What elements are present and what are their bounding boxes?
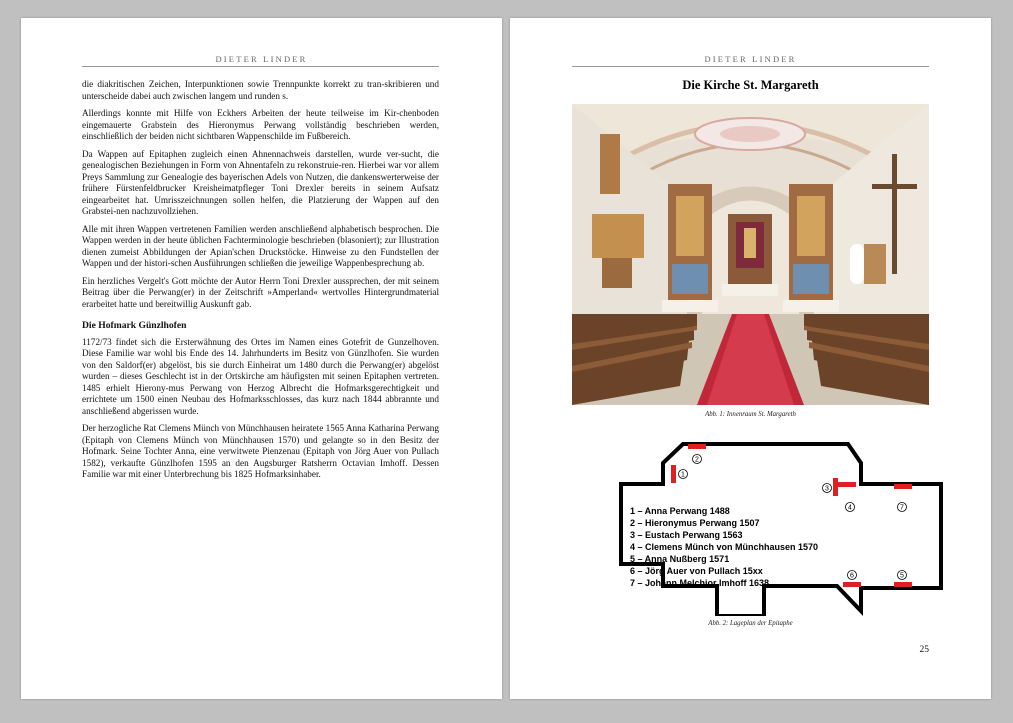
header-rule-right (572, 66, 929, 67)
right-page (510, 18, 991, 699)
paragraph: Allerdings konnte mit Hilfe von Eckhers Arbeiten der heute teilweise im Kir-chenboden eingemauerte Grabstein des Hieronymus Perwang vollständig beschrieben werden, einschließlich der beiden nicht sichtbaren Wappenschilde im Fußbereich. (82, 108, 439, 141)
paragraph: 1172/73 findet sich die Ersterwähnung des Ortes im Namen eines Gotefrit de Gunzelhoven. Diese Familie war wohl bis Ende des 14. Jahrhunderts im Besitz von Günzlhofen. Sie wurden von den Saldorf(er) abgelöst, bis sie durch Einheirat um 1480 durch die Perwang(er) abgelöst wurden – dieses Geschlecht ist in der Ortskirche am häufigsten mit seinen Epitaphen vertreten. 1485 erhielt Hierony-mus Perwang von Herzog Albrecht die Hofmarksgerechtigkeit und errichtete um 1500 einen Neubau des Hofmarksschlosses, das kurz nach 1844 abbrannte und anschließend abgerissen wurde. (82, 336, 439, 416)
svg-text:1: 1 (681, 471, 685, 479)
marker-label-2 (693, 455, 702, 464)
legend-item: 1 – Anna Perwang 1488 (630, 506, 730, 516)
paragraph: Alle mit ihren Wappen vertretenen Familien werden anschließend alphabetisch besprochen. Die Wappen werden in der heute üblichen Fachterminologie beschrieben (blasoniert); zur Illustration dienen zumeist Abbildungen der Apian'schen Druckstöcke. Hinweise zu den Fundstellen der Wappen und der histori-schen Ausführungen schließen die jeweilige Wappenbesprechung ab. (82, 223, 439, 268)
page-title: Die Kirche St. Margareth (682, 78, 819, 92)
svg-text:3: 3 (825, 485, 829, 493)
figure-2-caption: Abb. 2: Lageplan der Epitaphe (708, 620, 793, 627)
legend-item: 4 – Clemens Münch von Münchhausen 1570 (630, 542, 819, 552)
paragraph: die diakritischen Zeichen, Interpunktionen sowie Trennpunkte korrekt zu tran-skribieren und unterscheide dabei auch zwischen langem und runden s. (82, 79, 439, 101)
svg-text:7: 7 (900, 504, 904, 512)
svg-text:2: 2 (695, 456, 699, 464)
epitaph-marker-5 (894, 582, 912, 587)
paragraph: Der herzogliche Rat Clemens Münch von Münchhausen heiratete 1565 Anna Katharina Perwang (Epitaph von Clemens Münch von Münchhausen 1570) und gelangte so in den Besitz der Hofmark. Seine Tochter Anna, eine verwitwete Pienzenau (Epitaph von Jörg Auer von Pullach 1582), verkaufte Günzlhofen 1595 an den Augsburger Ratsherrn Octavian Imhoff. Dessen Familie war mit einer Unterbrechung bis 1825 Hofmarksinhaber. (82, 423, 439, 479)
marker-label-1 (679, 470, 688, 479)
paragraph: Da Wappen auf Epitaphen zugleich einen Ahnennachweis darstellen, wurde ver-sucht, die genealogischen Beziehungen in Form von Ahnentafeln zu rekonstruie-ren. Hierbei war vor allem Preys Sammlung zur Genealogie des bayerischen Adels von Nutzen, die dankenswerterweise der frühere Fürstenfeldbrucker Kreisheimatpfleger Toni Drexler bereits in seinem Aufsatz eingearbeitet hat. Umrisszeichnungen sollen helfen, die Platzierung der Wappen auf den Grabstei-nen nachzuvollziehen. (82, 148, 439, 216)
epitaph-floor-plan (596, 441, 946, 616)
left-page (21, 18, 502, 699)
church-interior-photo (572, 104, 929, 405)
marker-label-7 (898, 503, 907, 512)
legend-item: 7 – Johann Melchior Imhoff 1638 (630, 578, 770, 588)
epitaph-marker-6 (843, 582, 861, 587)
marker-label-6 (848, 571, 857, 580)
running-head-right: DIETER LINDER (704, 54, 797, 64)
marker-label-5 (898, 571, 907, 580)
legend-item: 6 – Jörg Auer von Pullach 15xx (630, 566, 763, 576)
svg-text:5: 5 (900, 572, 904, 580)
epitaph-marker-4 (836, 482, 856, 487)
marker-label-3 (823, 484, 832, 493)
running-head-left: DIETER LINDER (215, 54, 308, 64)
legend-item: 3 – Eustach Perwang 1563 (630, 530, 743, 540)
left-body-text (82, 79, 439, 487)
epitaph-marker-1 (671, 465, 676, 483)
svg-text:6: 6 (850, 572, 854, 580)
header-rule-left (82, 66, 439, 67)
paragraph: Ein herzliches Vergelt's Gott möchte der Autor Herrn Toni Drexler aussprechen, der mit seinem Beitrag über die Perwang(er) in der Zeitschrift »Amperland« wertvolles Hintergrundmaterial erarbeitet hatte und bereitwillig Auskunft gab. (82, 275, 439, 309)
legend-item: 2 – Hieronymus Perwang 1507 (630, 518, 760, 528)
epitaph-marker-7 (894, 484, 912, 489)
epitaph-marker-2 (688, 444, 706, 449)
section-heading: Die Hofmark Günzlhofen (82, 320, 187, 331)
figure-1-caption: Abb. 1: Innenraum St. Margareth (705, 411, 796, 418)
marker-label-4 (846, 503, 855, 512)
page-number: 25 (919, 645, 929, 655)
svg-text:4: 4 (848, 504, 852, 512)
legend-item: 5 – Anna Nußberg 1571 (630, 554, 730, 564)
